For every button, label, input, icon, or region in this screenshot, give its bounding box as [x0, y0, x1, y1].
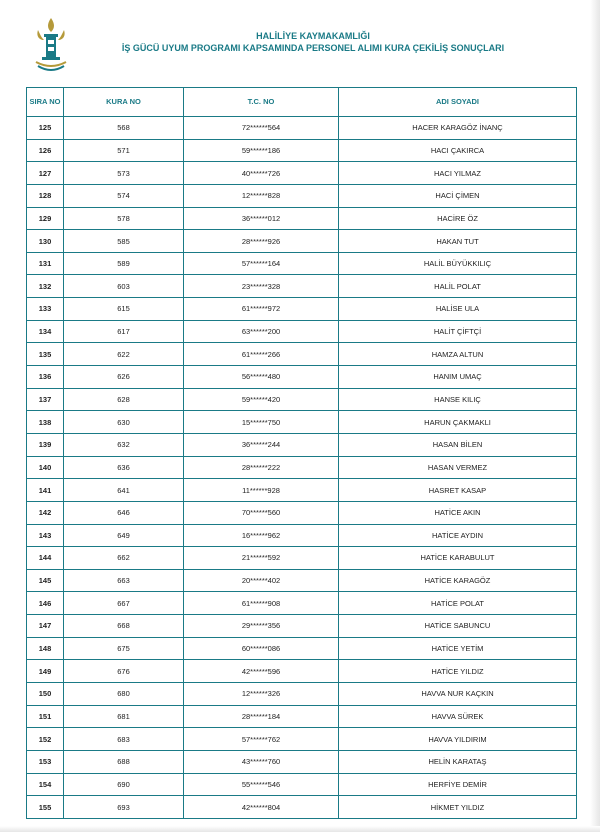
cell-sira-no: 147	[27, 615, 64, 638]
cell-adi-soyadi: HACİ ÇİMEN	[339, 184, 577, 207]
cell-kura-no: 663	[64, 569, 184, 592]
cell-tc-no: 55******546	[184, 773, 339, 796]
cell-adi-soyadi: HALİT ÇİFTÇİ	[339, 320, 577, 343]
cell-tc-no: 60******086	[184, 637, 339, 660]
cell-kura-no: 603	[64, 275, 184, 298]
cell-sira-no: 134	[27, 320, 64, 343]
table-row	[27, 366, 577, 389]
table-row	[27, 117, 577, 140]
title-block	[0, 30, 600, 54]
cell-tc-no: 20******402	[184, 569, 339, 592]
cell-sira-no: 127	[27, 162, 64, 185]
cell-sira-no: 138	[27, 411, 64, 434]
cell-tc-no: 57******164	[184, 252, 339, 275]
cell-kura-no: 681	[64, 705, 184, 728]
cell-kura-no: 571	[64, 139, 184, 162]
cell-sira-no: 155	[27, 796, 64, 819]
cell-sira-no: 144	[27, 547, 64, 570]
cell-adi-soyadi: HATİCE YETİM	[339, 637, 577, 660]
table-row	[27, 320, 577, 343]
cell-kura-no: 628	[64, 388, 184, 411]
table-row	[27, 298, 577, 321]
cell-kura-no: 641	[64, 479, 184, 502]
cell-adi-soyadi: HACI ÇAKIRCA	[339, 139, 577, 162]
cell-kura-no: 568	[64, 117, 184, 140]
cell-kura-no: 574	[64, 184, 184, 207]
cell-kura-no: 649	[64, 524, 184, 547]
cell-adi-soyadi: HATİCE POLAT	[339, 592, 577, 615]
cell-adi-soyadi: HASAN VERMEZ	[339, 456, 577, 479]
cell-sira-no: 131	[27, 252, 64, 275]
cell-adi-soyadi: HAVVA SÜREK	[339, 705, 577, 728]
cell-kura-no: 683	[64, 728, 184, 751]
table-row	[27, 750, 577, 773]
page-edge-right	[590, 0, 600, 832]
table-row	[27, 207, 577, 230]
cell-tc-no: 28******184	[184, 705, 339, 728]
table-row	[27, 705, 577, 728]
cell-sira-no: 129	[27, 207, 64, 230]
cell-adi-soyadi: HALİL POLAT	[339, 275, 577, 298]
cell-kura-no: 680	[64, 683, 184, 706]
cell-kura-no: 690	[64, 773, 184, 796]
cell-kura-no: 636	[64, 456, 184, 479]
cell-kura-no: 622	[64, 343, 184, 366]
cell-sira-no: 126	[27, 139, 64, 162]
cell-sira-no: 136	[27, 366, 64, 389]
table-row	[27, 139, 577, 162]
cell-sira-no: 146	[27, 592, 64, 615]
cell-tc-no: 36******244	[184, 433, 339, 456]
cell-adi-soyadi: HATİCE AYDIN	[339, 524, 577, 547]
page-subtitle: İŞ GÜCÜ UYUM PROGRAMI KAPSAMINDA PERSONEL ALIMI KURA ÇEKİLİŞ SONUÇLARI	[121, 43, 505, 53]
cell-tc-no: 11******928	[184, 479, 339, 502]
column-header-kura-no: KURA NO	[64, 88, 184, 117]
cell-sira-no: 132	[27, 275, 64, 298]
table-row	[27, 479, 577, 502]
cell-sira-no: 142	[27, 501, 64, 524]
cell-sira-no: 153	[27, 750, 64, 773]
table-row	[27, 660, 577, 683]
cell-kura-no: 693	[64, 796, 184, 819]
table-row	[27, 592, 577, 615]
cell-sira-no: 152	[27, 728, 64, 751]
table-row	[27, 252, 577, 275]
cell-adi-soyadi: HAVVA YILDIRIM	[339, 728, 577, 751]
table-row	[27, 456, 577, 479]
cell-tc-no: 56******480	[184, 366, 339, 389]
table-row	[27, 275, 577, 298]
cell-sira-no: 133	[27, 298, 64, 321]
cell-tc-no: 43******760	[184, 750, 339, 773]
table-row	[27, 524, 577, 547]
cell-adi-soyadi: HİKMET YILDIZ	[339, 796, 577, 819]
cell-tc-no: 70******560	[184, 501, 339, 524]
table-row	[27, 637, 577, 660]
cell-tc-no: 36******012	[184, 207, 339, 230]
cell-adi-soyadi: HATİCE AKIN	[339, 501, 577, 524]
cell-adi-soyadi: HATİCE KARABULUT	[339, 547, 577, 570]
cell-sira-no: 130	[27, 230, 64, 253]
cell-tc-no: 12******828	[184, 184, 339, 207]
cell-sira-no: 145	[27, 569, 64, 592]
table-body	[27, 117, 577, 819]
cell-kura-no: 676	[64, 660, 184, 683]
column-header-adi-soyadi: ADI SOYADI	[339, 88, 577, 117]
table-row	[27, 343, 577, 366]
table-row	[27, 433, 577, 456]
cell-kura-no: 688	[64, 750, 184, 773]
table-row	[27, 547, 577, 570]
table-row	[27, 411, 577, 434]
page-title: HALİLİYE KAYMAKAMLIĞI	[256, 31, 370, 41]
cell-adi-soyadi: HATİCE KARAGÖZ	[339, 569, 577, 592]
cell-adi-soyadi: HARUN ÇAKMAKLI	[339, 411, 577, 434]
cell-tc-no: 21******592	[184, 547, 339, 570]
cell-tc-no: 28******222	[184, 456, 339, 479]
table-row	[27, 683, 577, 706]
cell-tc-no: 42******804	[184, 796, 339, 819]
cell-adi-soyadi: HASAN BİLEN	[339, 433, 577, 456]
cell-sira-no: 154	[27, 773, 64, 796]
cell-kura-no: 615	[64, 298, 184, 321]
cell-adi-soyadi: HACER KARAGÖZ İNANÇ	[339, 117, 577, 140]
cell-tc-no: 61******266	[184, 343, 339, 366]
cell-tc-no: 23******328	[184, 275, 339, 298]
cell-adi-soyadi: HANIM UMAÇ	[339, 366, 577, 389]
cell-sira-no: 125	[27, 117, 64, 140]
cell-kura-no: 617	[64, 320, 184, 343]
cell-kura-no: 632	[64, 433, 184, 456]
cell-adi-soyadi: HAKAN TUT	[339, 230, 577, 253]
cell-tc-no: 12******326	[184, 683, 339, 706]
cell-kura-no: 578	[64, 207, 184, 230]
cell-adi-soyadi: HASRET KASAP	[339, 479, 577, 502]
cell-sira-no: 128	[27, 184, 64, 207]
table-row	[27, 728, 577, 751]
cell-tc-no: 61******972	[184, 298, 339, 321]
cell-adi-soyadi: HELİN KARATAŞ	[339, 750, 577, 773]
cell-kura-no: 589	[64, 252, 184, 275]
cell-adi-soyadi: HERFİYE DEMİR	[339, 773, 577, 796]
cell-kura-no: 668	[64, 615, 184, 638]
cell-sira-no: 141	[27, 479, 64, 502]
cell-tc-no: 15******750	[184, 411, 339, 434]
table-row	[27, 388, 577, 411]
cell-kura-no: 675	[64, 637, 184, 660]
table-row	[27, 615, 577, 638]
cell-tc-no: 40******726	[184, 162, 339, 185]
cell-tc-no: 16******962	[184, 524, 339, 547]
cell-sira-no: 139	[27, 433, 64, 456]
table-row	[27, 501, 577, 524]
table-row	[27, 569, 577, 592]
table-row	[27, 773, 577, 796]
cell-tc-no: 61******908	[184, 592, 339, 615]
cell-sira-no: 135	[27, 343, 64, 366]
cell-adi-soyadi: HALİSE ULA	[339, 298, 577, 321]
cell-sira-no: 151	[27, 705, 64, 728]
cell-kura-no: 662	[64, 547, 184, 570]
cell-kura-no: 626	[64, 366, 184, 389]
cell-adi-soyadi: HALİL BÜYÜKKILIÇ	[339, 252, 577, 275]
column-header-tc-no: T.C. NO	[184, 88, 339, 117]
page-header	[0, 0, 600, 84]
cell-tc-no: 57******762	[184, 728, 339, 751]
cell-adi-soyadi: HANSE KILIÇ	[339, 388, 577, 411]
cell-adi-soyadi: HACİRE ÖZ	[339, 207, 577, 230]
cell-tc-no: 63******200	[184, 320, 339, 343]
table-row	[27, 796, 577, 819]
cell-adi-soyadi: HATİCE YILDIZ	[339, 660, 577, 683]
cell-sira-no: 137	[27, 388, 64, 411]
results-table	[26, 87, 577, 819]
table-row	[27, 230, 577, 253]
cell-kura-no: 585	[64, 230, 184, 253]
cell-tc-no: 28******926	[184, 230, 339, 253]
cell-sira-no: 148	[27, 637, 64, 660]
column-header-sira-no: SIRA NO	[27, 88, 64, 117]
cell-sira-no: 140	[27, 456, 64, 479]
cell-kura-no: 646	[64, 501, 184, 524]
cell-tc-no: 59******420	[184, 388, 339, 411]
cell-kura-no: 667	[64, 592, 184, 615]
cell-adi-soyadi: HACI YILMAZ	[339, 162, 577, 185]
cell-sira-no: 143	[27, 524, 64, 547]
cell-tc-no: 59******186	[184, 139, 339, 162]
cell-tc-no: 29******356	[184, 615, 339, 638]
cell-tc-no: 72******564	[184, 117, 339, 140]
cell-sira-no: 150	[27, 683, 64, 706]
cell-sira-no: 149	[27, 660, 64, 683]
page-edge-bottom	[0, 826, 600, 832]
cell-adi-soyadi: HAVVA NUR KAÇKIN	[339, 683, 577, 706]
cell-kura-no: 573	[64, 162, 184, 185]
cell-adi-soyadi: HAMZA ALTUN	[339, 343, 577, 366]
table-header-row	[27, 88, 577, 117]
table-row	[27, 162, 577, 185]
cell-adi-soyadi: HATİCE SABUNCU	[339, 615, 577, 638]
table-row	[27, 184, 577, 207]
cell-tc-no: 42******596	[184, 660, 339, 683]
cell-kura-no: 630	[64, 411, 184, 434]
